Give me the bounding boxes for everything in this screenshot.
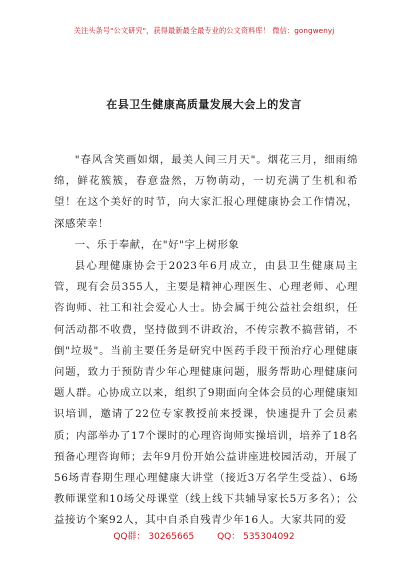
intro-paragraph: "春风含笑画如烟，最美人间三月天"。烟花三月，细雨绵绵，鲜花簇簇，春意盎然，万物萌动，一切充满了生机和希望！在这个美好的时节，向大家汇报心理健康协会工作情况，深感荣幸！ bbox=[54, 154, 358, 230]
qq-group-number: QQ群： 30265665 bbox=[113, 532, 195, 542]
qq-number: QQ： 535304092 bbox=[217, 532, 295, 542]
header-banner: 关注头条号"公文研究"，获得最新最全最专业的公文资料库！ 微信：gongwenyj bbox=[73, 26, 335, 35]
footer-contact bbox=[0, 529, 408, 542]
body-paragraph: 县心理健康协会于2023年6月成立，由县卫生健康局主管，现有会员355人，主要是精神心理医生、心理老师、心理咨询师、社工和社会爱心人士。协会属于纯公益社会组织，任何活动都不收费，坚持做到不讲政治，不传宗教不搞营销，不倒"垃圾"。当前主要任务是研究中医药手段干预治疗心理健康问题，致力于预防青少年心理健康问题，服务帮助心理健康问题人群。心协成立以来，组织了9期面向全体会员的心理健康知识培训，邀请了22位专家教授前来授课，快速提升了会员素质；内部举办了17个课时的心理咨询师实操培训，培养了18名預备心理咨询师；去年9月份开始公益讲座进校园活动，开展了56场青春期生理心理健康大讲堂（接近3万名学生受益）、6场教师课堂和10场父母课堂（线上线下共辅导家长5万多名）；公益接访个案92人，其中自杀自残青少年16人。大家共同的爱 bbox=[54, 260, 358, 527]
document-title: 在县卫生健康高质量发展大会上的发言 bbox=[106, 98, 302, 111]
document-body bbox=[54, 150, 358, 532]
section-heading: 一、乐于奉献，在"好"字上树形象 bbox=[74, 238, 240, 251]
